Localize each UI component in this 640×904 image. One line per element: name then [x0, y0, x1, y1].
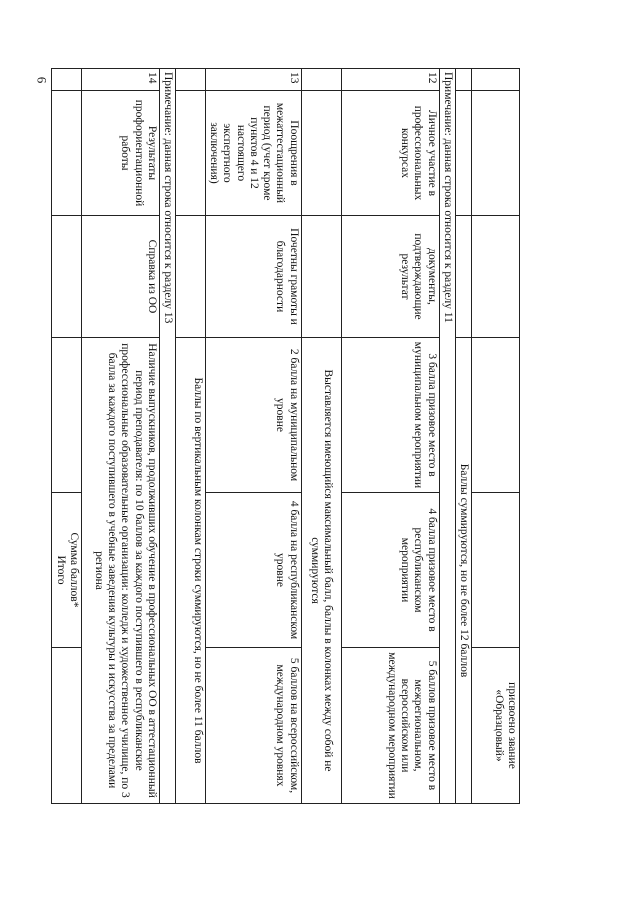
table-cell	[52, 648, 81, 804]
table-row	[176, 69, 206, 804]
table-note: Баллы суммируются, но не более 12 баллов	[455, 338, 471, 804]
table-cell	[455, 91, 471, 216]
table-row	[206, 69, 302, 804]
table-cell	[52, 69, 81, 91]
table-cell	[472, 91, 520, 216]
criterion-name: Результаты профориентационной работы	[81, 91, 159, 216]
table-cell	[301, 216, 341, 338]
document-cell: документы, подтверждающие результат	[341, 216, 439, 338]
table-cell	[472, 493, 520, 648]
table-row	[301, 69, 341, 804]
table-note: Баллы по вертикальным колонкам строки суммируются, но не более 11 баллов	[176, 338, 206, 804]
document-cell: Справка из ОО	[81, 216, 159, 338]
row-number: 13	[206, 69, 302, 91]
score-cell: 5 баллов призовое место в межрегиональном, всероссийском или международном мероприятии	[341, 648, 439, 804]
table-cell	[472, 69, 520, 91]
score-cell: 4 балла на республиканском уровне	[206, 493, 302, 648]
score-cell: 5 баллов на всероссийском, международном уровнях	[206, 648, 302, 804]
table-row	[81, 69, 159, 804]
table-cell	[455, 69, 471, 91]
table-cell	[472, 216, 520, 338]
table-cell	[301, 69, 341, 91]
table-row	[52, 69, 81, 804]
table-row	[341, 69, 439, 804]
table-cell	[472, 338, 520, 493]
table-cell	[176, 216, 206, 338]
table-row	[439, 69, 455, 804]
table-cell	[301, 91, 341, 216]
total-cell	[52, 493, 81, 648]
assessment-table	[51, 68, 520, 804]
table-cell	[52, 91, 81, 216]
table-cell: присвоено звание «Образцовый»	[472, 648, 520, 804]
table-note: Примечание: данная строка относится к разделу 11	[439, 69, 455, 804]
table-cell	[455, 216, 471, 338]
criterion-description: Наличие выпускников, продолживших обучение в профессиональных ОО в аттестационный период преподавателя: по 10 баллов за каждого поступившего в республиканские профессиональные образовательные организации: колледж и художественное училище, по 3 балла за каждого поступившего в учебные заведения культуры и искусства за пределами региона	[81, 338, 159, 804]
score-cell: 4 балла призовое место в республиканском мероприятии	[341, 493, 439, 648]
row-number: 14	[81, 69, 159, 91]
table-cell	[176, 91, 206, 216]
table-cell	[52, 216, 81, 338]
table-cell	[176, 69, 206, 91]
table-row	[472, 69, 520, 804]
total-label: Итого	[54, 555, 67, 585]
table-note: Выставляется имеющийся максимальный балл, баллы в колонках между собой не суммируются	[301, 338, 341, 804]
table-cell	[52, 338, 81, 493]
table-row	[159, 69, 175, 804]
criterion-name: Личное участие в профессиональных конкурсах	[341, 91, 439, 216]
score-cell: 2 балла на муниципальном уровне	[206, 338, 302, 493]
criterion-name: Поощрения в межаттестационный период (учет кроме пунктов 4 и 12 настоящего экспертного заключения)	[206, 91, 302, 216]
page-number: 6	[34, 76, 50, 84]
document-cell: Почетны грамоты и благодарности	[206, 216, 302, 338]
score-cell: 3 балла призовое место в муниципальном мероприятии	[341, 338, 439, 493]
table-note: Примечание: данная строка относится к разделу 13	[159, 69, 175, 804]
table-row	[455, 69, 471, 804]
rotated-table-page	[54, 68, 520, 803]
row-number: 12	[341, 69, 439, 91]
score-sum-label: Сумма баллов*	[67, 532, 80, 608]
